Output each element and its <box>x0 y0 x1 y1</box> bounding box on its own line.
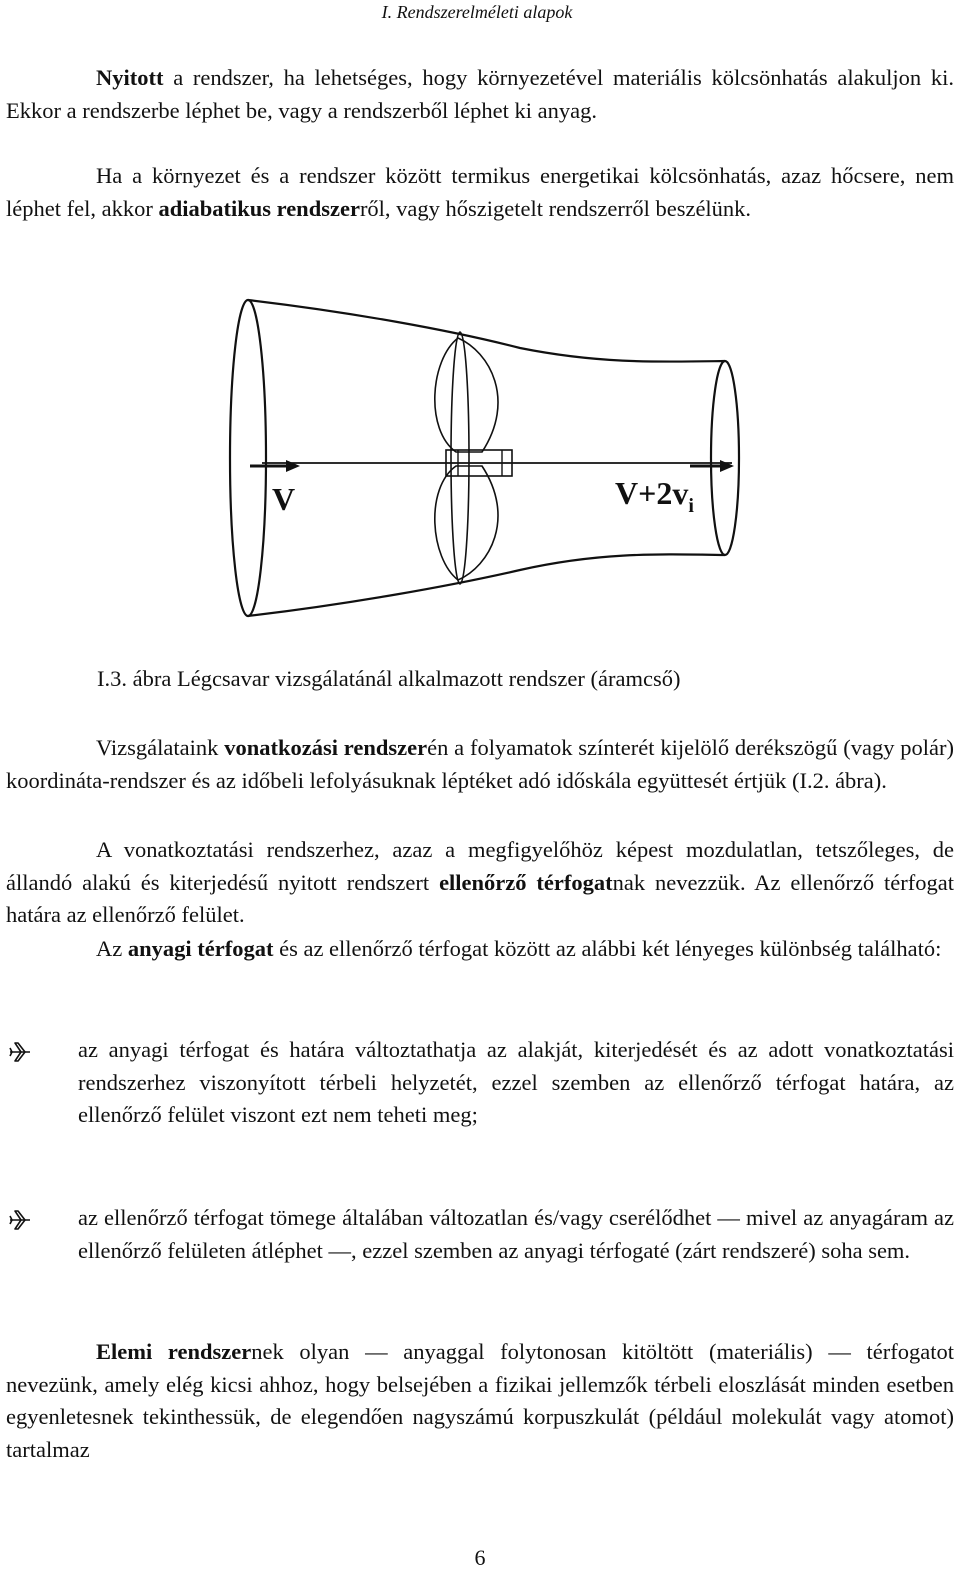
adiabatic-text-1: Ha a környezet és a rendszer között termikus energetikai kölcsönhatás, azaz hőcsere, nem léphet fel, akkor <box>6 163 954 221</box>
tube-lower-contour <box>248 554 725 616</box>
propeller-blade-upper <box>435 338 498 452</box>
term-nyitott: Nyitott <box>96 65 164 90</box>
airplane-icon <box>8 1040 32 1064</box>
propeller-blade-lower <box>435 466 498 580</box>
control-volume-text-2: nak nevezzük. Az ellenőrző térfogat határa az ellenőrző felület. <box>6 869 954 928</box>
elemental-system-text: nek olyan — anyaggal folytonosan kitöltött (materiális) — térfogatot nevezünk, amely elég kicsi ahhoz, hogy belsejében a fizikai jellemzők térbeli eloszlását minden esetben egyenletesnek tekinthessük, de elegendően nagyszámú korpuszkulát (például molekulát vagy atomot) tartalmaz <box>6 1339 954 1462</box>
propeller-disk <box>451 332 469 584</box>
outlet-velocity-label: $V+2v_i$ <box>615 475 694 517</box>
term-material-volume: anyagi térfogat <box>127 936 274 961</box>
control-volume-text-1: A vonatkoztatási rendszerhez, azaz a megfigyelőhöz képest mozdulatlan, tetszőleges, de állandó alakú és kiterjedésű nyitott rendszert <box>6 837 954 895</box>
tube-upper-contour <box>248 300 725 362</box>
airplane-icon <box>8 1208 32 1232</box>
paragraph-material-volume <box>6 933 954 966</box>
bullet-item-1: az anyagi térfogat és határa változtathatja az alakját, kiterjedését és az adott vonatkoztatási rendszerhez viszonyított térbeli helyzetét, ezzel szemben az ellenőrző térfogat határa, az ellenőrző felület viszont ezt nem teheti meg; <box>78 1037 954 1128</box>
paragraph-elemental-system <box>6 1336 954 1466</box>
open-system-text: a rendszer, ha lehetséges, hogy környezetével materiális kölcsönhatás alakuljon ki. Ekkor a rendszerbe léphet be, vagy a rendszerből léphet ki anyag. <box>6 65 954 123</box>
term-adiabatic-system: adiabatikus rendszer <box>158 195 360 221</box>
reference-text-2: én a folyamatok színterét kijelölő derékszögű (vagy polár) koordináta-rendszer és az időbeli lefolyásuknak léptéket adó időskála együttesét értjük (I.2. ábra). <box>6 735 954 793</box>
reference-text-1: Vizsgálataink <box>96 735 225 760</box>
paragraph-adiabatic <box>6 160 954 225</box>
material-volume-text-1: Az <box>96 936 128 961</box>
inlet-arrow <box>250 460 300 472</box>
adiabatic-text-2: ről, vagy hőszigetelt rendszerről beszélünk. <box>359 195 752 221</box>
inlet-ellipse <box>230 300 266 616</box>
paragraph-open-system <box>6 62 954 127</box>
figure-caption: I.3. ábra Légcsavar vizsgálatánál alkalmazott rendszer (áramcső) <box>97 666 681 691</box>
bullet-item-2: az ellenőrző térfogat tömege általában változatlan és/vagy cserélődhet — mivel az anyagáram az ellenőrző felületen átléphet —, ezzel szemben az anyagi térfogaté (zárt rendszeré) soha sem. <box>78 1205 954 1263</box>
term-elemental-system: Elemi rendszer <box>96 1339 252 1364</box>
material-volume-text-2: és az ellenőrző térfogat között az alábbi két lényeges különbség található: <box>273 936 942 961</box>
page-number: 6 <box>474 1545 486 1570</box>
outlet-ellipse <box>711 361 739 555</box>
stream-tube-figure <box>220 290 760 630</box>
paragraph-reference-system <box>6 732 954 797</box>
inlet-velocity-label: V <box>272 481 296 517</box>
running-header: I. Rendszerelméleti alapok <box>381 2 573 22</box>
paragraph-control-volume <box>6 834 954 932</box>
term-reference-system: vonatkozási rendszer <box>224 735 428 760</box>
term-control-volume: ellenőrző térfogat <box>439 869 613 895</box>
